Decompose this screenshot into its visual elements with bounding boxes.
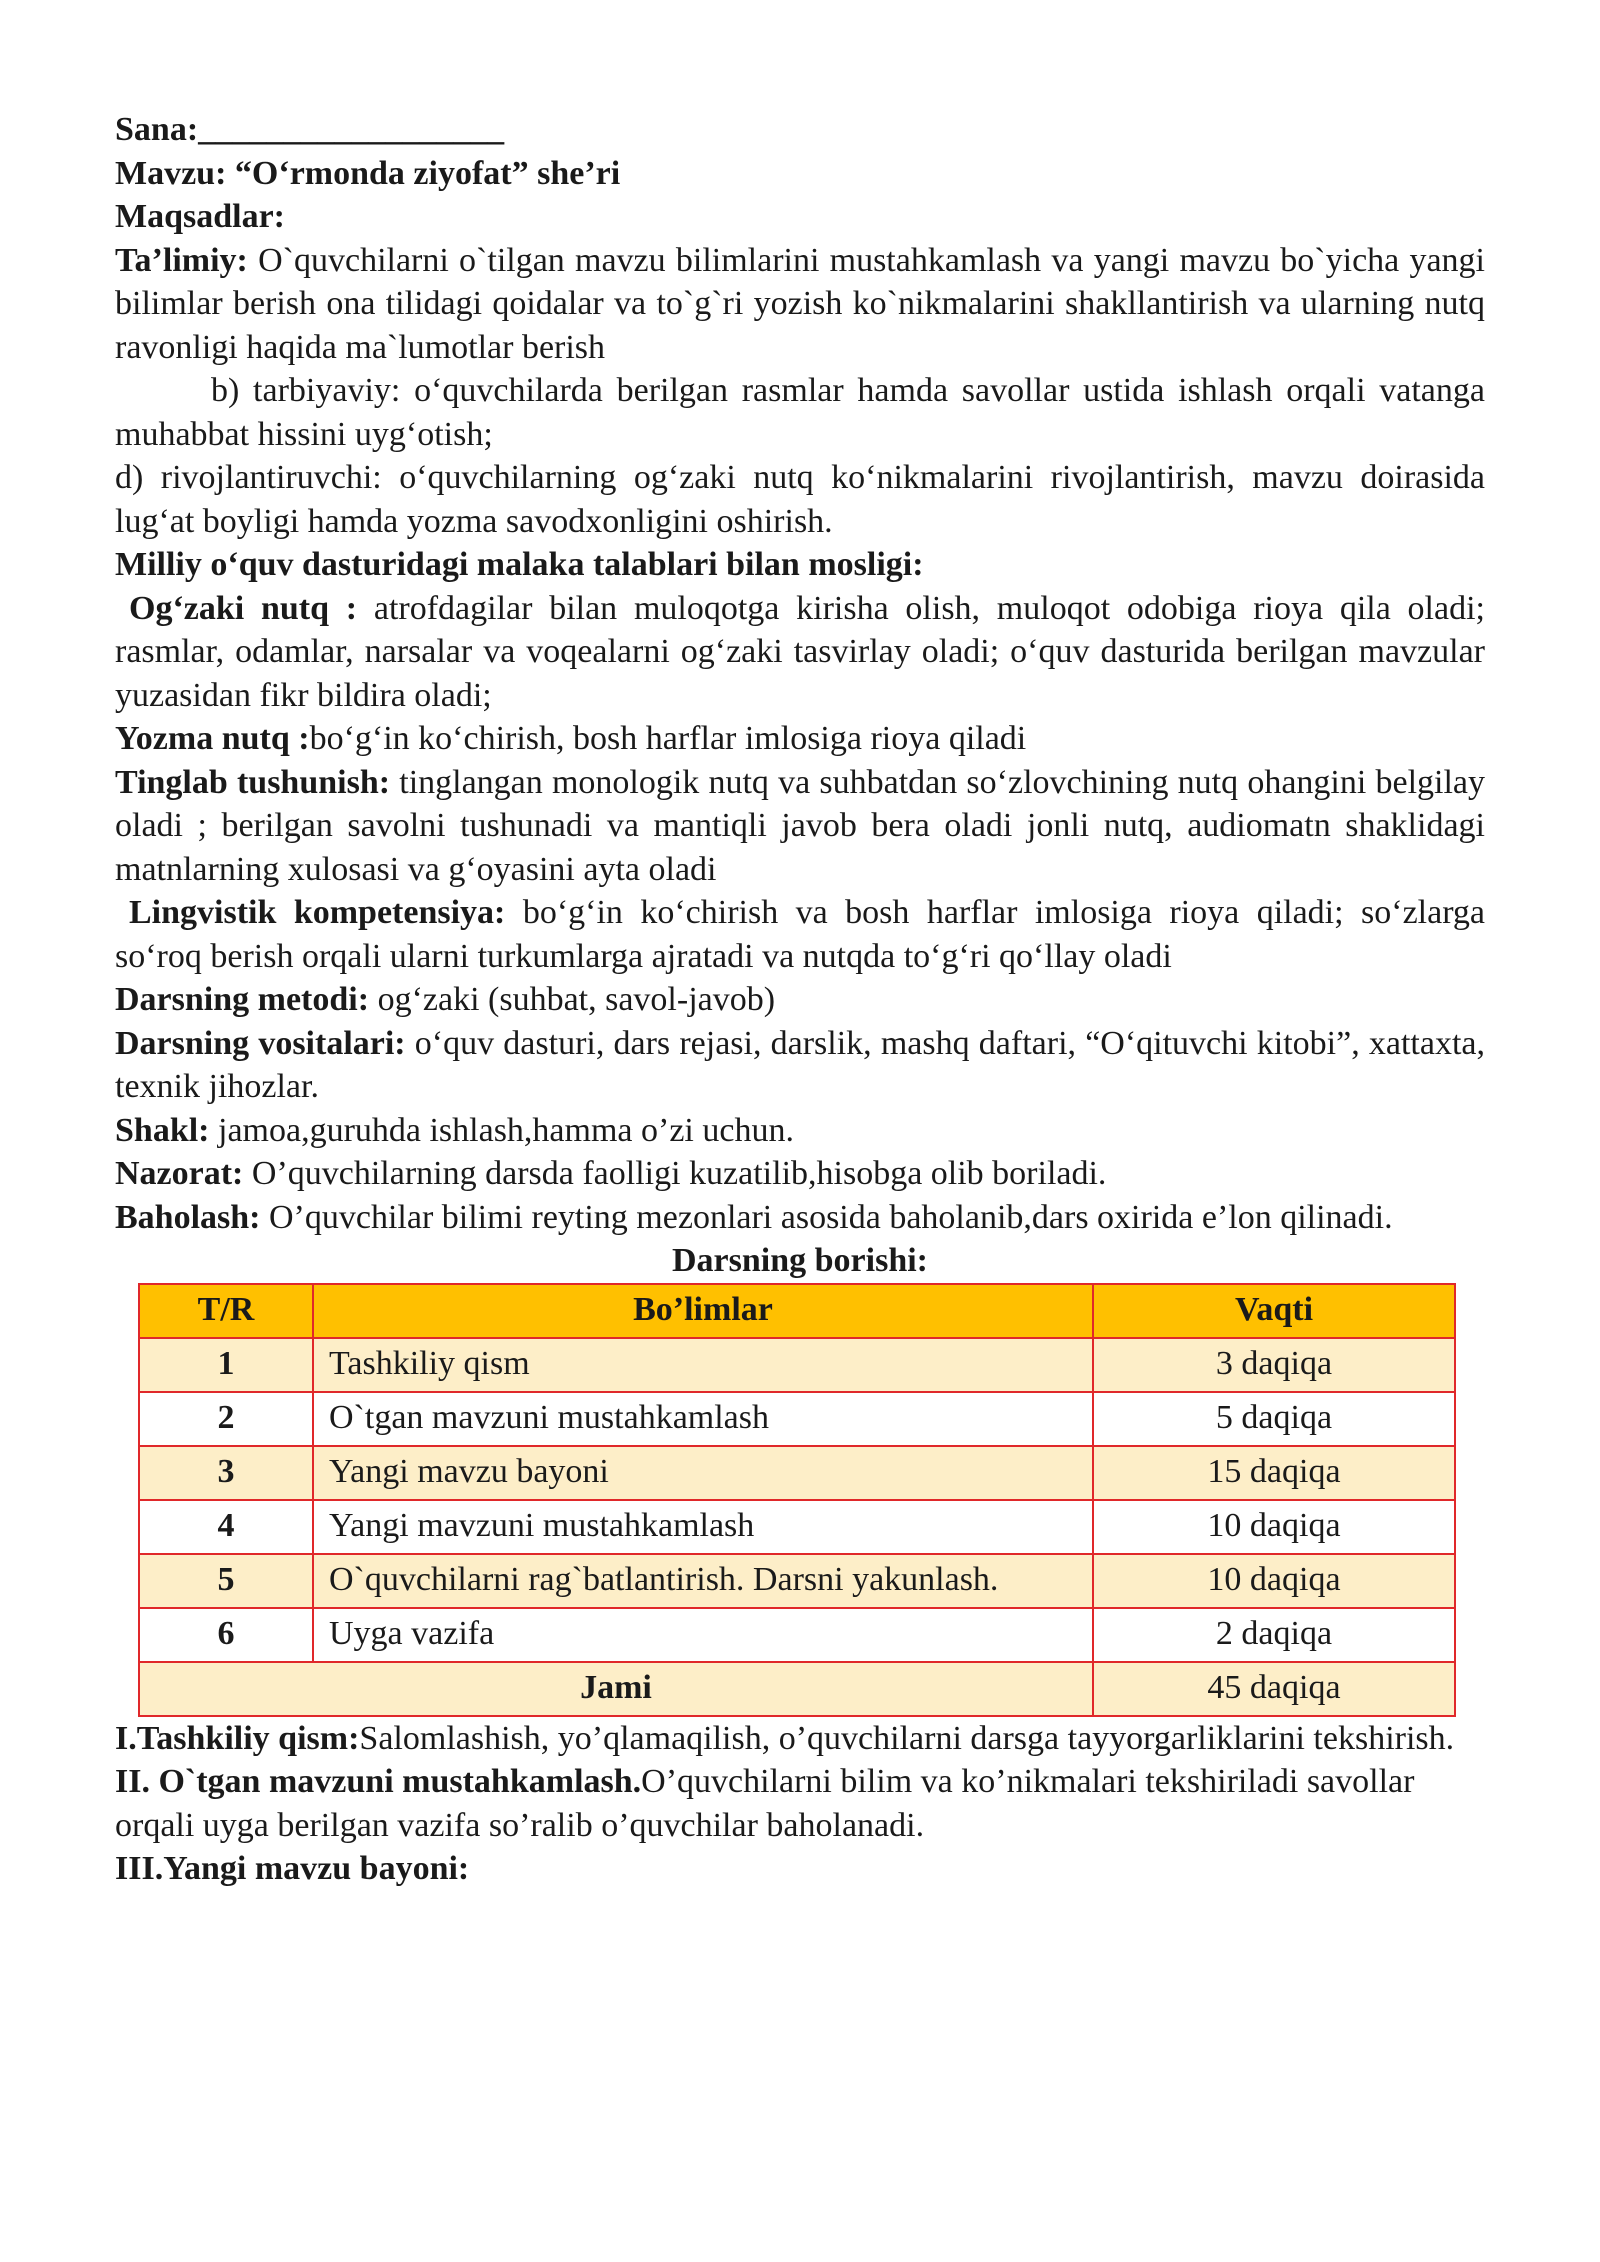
goals-heading: Maqsadlar:: [115, 198, 285, 235]
total-label: Jami: [139, 1662, 1093, 1716]
row-time: 3 daqiqa: [1093, 1338, 1455, 1392]
row-time: 15 daqiqa: [1093, 1446, 1455, 1500]
table-row: [139, 1446, 1455, 1500]
lesson-tools: Darsning vositalari: o‘quv dasturi, dars rejasi, darslik, mashq daftari, “O‘qituvchi kitobi”, xattaxta, texnik jihozlar.: [115, 1024, 1485, 1105]
row-number: 4: [139, 1500, 313, 1554]
row-time: 10 daqiqa: [1093, 1554, 1455, 1608]
row-section: O`tgan mavzuni mustahkamlash: [313, 1392, 1093, 1446]
row-section: Tashkiliy qism: [313, 1338, 1093, 1392]
row-time: 2 daqiqa: [1093, 1608, 1455, 1662]
header-tr: T/R: [139, 1284, 313, 1338]
section-2: II. O`tgan mavzuni mustahkamlash.O’quvchilarni bilim va ko’nikmalari tekshiriladi savollar orqali uyga berilgan vazifa so’ralib o’quvchilar baholanadi.: [115, 1763, 1415, 1844]
row-number: 5: [139, 1554, 313, 1608]
row-section: Yangi mavzu bayoni: [313, 1446, 1093, 1500]
total-time: 45 daqiqa: [1093, 1662, 1455, 1716]
table-row: [139, 1338, 1455, 1392]
goal-educational: Ta’limiy: O`quvchilarni o`tilgan mavzu bilimlarini mustahkamlash va yangi mavzu bo`yicha yangi bilimlar berish ona tilidagi qoidalar va to`g`ri yozish ko`nikmalarini shakllantirish va ularning nutq ravonligi haqida ma`lumotlar berish: [115, 241, 1486, 366]
table-row: [139, 1608, 1455, 1662]
table-row: [139, 1500, 1455, 1554]
row-section: O`quvchilarni rag`batlantirish. Darsni yakunlash.: [313, 1554, 1093, 1608]
date-line: Sana:__________________: [115, 111, 505, 148]
section-1: I.Tashkiliy qism:Salomlashish, yo’qlamaqilish, o’quvchilarni darsga tayyorgarliklarini tekshirish.: [115, 1719, 1455, 1757]
row-number: 1: [139, 1338, 313, 1392]
standard-oral: Og‘zaki nutq : atrofdagilar bilan muloqotga kirisha olish, muloqot odobiga rioya qila oladi; rasmlar, odamlar, narsalar va voqealarni og‘zaki tasvirlay oladi; o‘quv dasturida berilgan mavzular yuzasidan fikr bildira oladi;: [115, 589, 1485, 714]
standard-listening: Tinglab tushunish: tinglangan monologik nutq va suhbatdan so‘zlovchining nutq ohangini belgilay oladi ; berilgan savolni tushunadi va mantiqli javob bera oladi jonli nutq, audiomatn shaklidagi matnlarning xulosasi va g‘oyasini ayta oladi: [115, 763, 1486, 888]
header-time: Vaqti: [1093, 1284, 1455, 1338]
standard-written: Yozma nutq :bo‘g‘in ko‘chirish, bosh harflar imlosiga rioya qiladi: [115, 720, 1027, 757]
lesson-method: Darsning metodi: og‘zaki (suhbat, savol-javob): [115, 981, 776, 1018]
section-3: III.Yangi mavzu bayoni:: [115, 1850, 470, 1887]
standards-heading: Milliy o‘quv dasturidagi malaka talablari bilan mosligi:: [115, 546, 924, 583]
table-total-row: [139, 1662, 1455, 1716]
lesson-assessment: Baholash: O’quvchilar bilimi reyting mezonlari asosida baholanib,dars oxirida e’lon qilinadi.: [115, 1198, 1393, 1236]
row-number: 3: [139, 1446, 313, 1500]
table-row: [139, 1554, 1455, 1608]
topic-line: Mavzu: “O‘rmonda ziyofat” she’ri: [115, 154, 621, 192]
row-time: 5 daqiqa: [1093, 1392, 1455, 1446]
table-row: [139, 1392, 1455, 1446]
plan-title: Darsning borishi:: [672, 1242, 928, 1279]
row-section: Yangi mavzuni mustahkamlash: [313, 1500, 1093, 1554]
row-section: Uyga vazifa: [313, 1608, 1093, 1662]
lesson-plan-table: [138, 1283, 1456, 1717]
goal-developing: d) rivojlantiruvchi: o‘quvchilarning og‘zaki nutq ko‘nikmalarini rivojlantirish, mavzu doirasida lug‘at boyligi hamda yozma savodxonligini oshirish.: [115, 459, 1485, 540]
lesson-control: Nazorat: O’quvchilarning darsda faolligi kuzatilib,hisobga olib boriladi.: [115, 1155, 1107, 1192]
standard-linguistic: Lingvistik kompetensiya: bo‘g‘in ko‘chirish va bosh harflar imlosiga rioya qiladi; so‘zlarga so‘roq berish orqali ularni turkumlarga ajratadi va nutqda to‘g‘ri qo‘llay oladi: [115, 894, 1485, 975]
row-number: 6: [139, 1608, 313, 1662]
lesson-form: Shakl: jamoa,guruhda ishlash,hamma o’zi uchun.: [115, 1111, 794, 1149]
row-time: 10 daqiqa: [1093, 1500, 1455, 1554]
row-number: 2: [139, 1392, 313, 1446]
goal-upbringing: b) tarbiyaviy: o‘quvchilarda berilgan rasmlar hamda savollar ustida ishlash orqali vatanga muhabbat hissini uyg‘otish;: [115, 372, 1485, 453]
table-header-row: [139, 1284, 1455, 1338]
header-sections: Bo’limlar: [313, 1284, 1093, 1338]
